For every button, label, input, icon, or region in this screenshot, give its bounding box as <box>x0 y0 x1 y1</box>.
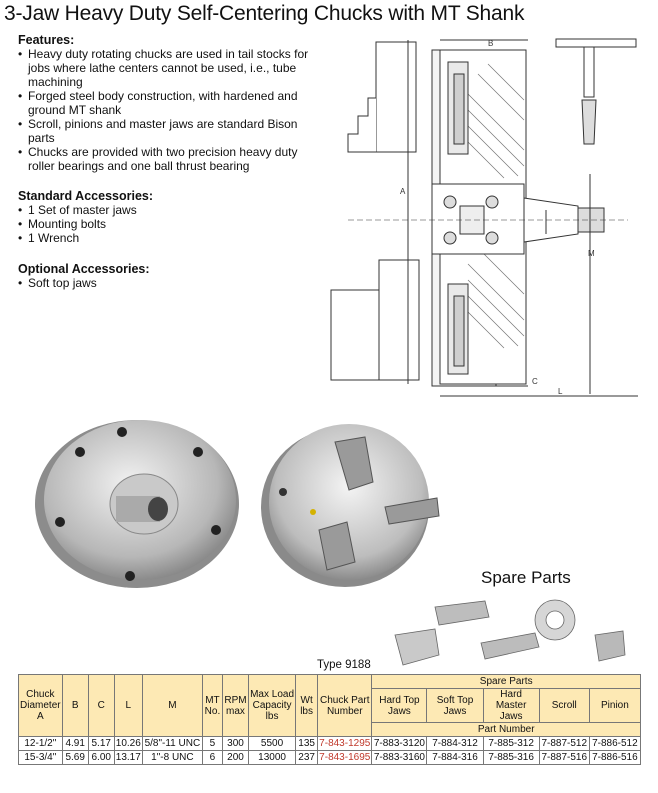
cell-mt-no: 6 <box>202 751 222 765</box>
cell-rpm: 300 <box>222 737 248 751</box>
technical-drawing <box>328 34 648 406</box>
cell-hard-master-jaws: 7-885-316 <box>483 751 539 765</box>
header-hard-top-jaws: Hard Top Jaws <box>372 689 427 723</box>
cell-hard-top-jaws: 7-883-3120 <box>373 738 425 749</box>
cell-chuck-part-number: 7-843-1295 <box>319 738 371 749</box>
list-item: • Mounting bolts <box>18 217 318 231</box>
dimension-label-a: A <box>400 187 406 196</box>
list-item: • 1 Set of master jaws <box>18 203 318 217</box>
cell-diameter: 15-3/4" <box>19 751 63 765</box>
dimension-label-b: B <box>488 39 494 48</box>
cell-l: 13.17 <box>115 752 141 763</box>
header-chuck-part-number: Chuck Part Number <box>318 675 372 737</box>
cell-c: 5.17 <box>88 737 114 751</box>
standard-accessories-list <box>18 203 318 245</box>
standard-accessories-heading: Standard Accessories: <box>18 189 154 203</box>
cell-diameter: 12-1/2" <box>19 737 63 751</box>
spare-parts-title: Spare Parts <box>481 568 571 587</box>
cell-hard-top-jaws: 7-883-3160 <box>373 752 425 763</box>
dimension-label-m: M <box>588 249 595 258</box>
list-item: • Forged steel body construction, with hardened and ground MT shank <box>18 89 318 117</box>
header-pinion: Pinion <box>589 689 640 723</box>
header-rpm-max: RPM max <box>222 675 248 737</box>
optional-accessories-section <box>18 262 318 290</box>
dimension-label-c: C <box>532 377 538 386</box>
header-max-load: Max Load Capacity lbs <box>249 675 296 737</box>
cell-m: 1"-8 UNC <box>142 751 202 765</box>
cell-b: 4.91 <box>62 737 88 751</box>
cell-mt-no: 5 <box>202 737 222 751</box>
header-chuck-diameter: Chuck Diameter A <box>19 675 63 737</box>
header-wt: Wt lbs <box>296 675 318 737</box>
spare-parts-photo <box>385 595 645 675</box>
cell-b: 5.69 <box>62 751 88 765</box>
cell-hard-master-jaws: 7-885-312 <box>483 737 539 751</box>
table-row <box>19 751 641 765</box>
table-row <box>19 737 641 751</box>
cell-rpm: 200 <box>222 751 248 765</box>
cell-m: 5/8"-11 UNC <box>142 737 202 751</box>
header-m: M <box>142 675 202 737</box>
specifications-table <box>18 674 641 765</box>
cell-max-load: 5500 <box>249 737 296 751</box>
cell-chuck-part-number: 7-843-1695 <box>319 752 371 763</box>
cell-soft-top-jaws: 7-884-312 <box>427 737 483 751</box>
type-label: Type 9188 <box>317 659 371 671</box>
list-item: • Chucks are provided with two precision heavy duty roller bearings and one ball thrust bearing <box>18 145 318 173</box>
features-section <box>18 33 318 173</box>
header-b: B <box>62 675 88 737</box>
cell-pinion: 7-886-516 <box>589 751 640 765</box>
chuck-front-photo <box>255 412 475 592</box>
cell-scroll: 7-887-516 <box>539 751 589 765</box>
cell-wt: 135 <box>296 737 318 751</box>
cell-soft-top-jaws: 7-884-316 <box>427 751 483 765</box>
cell-l: 10.26 <box>115 738 141 749</box>
page-title: 3-Jaw Heavy Duty Self-Centering Chucks with MT Shank <box>4 2 525 25</box>
header-mt-no: MT No. <box>202 675 222 737</box>
chuck-rear-photo <box>20 412 250 592</box>
header-part-number: Part Number <box>372 723 641 737</box>
list-item: • 1 Wrench <box>18 231 318 245</box>
cell-max-load: 13000 <box>249 751 296 765</box>
header-soft-top-jaws: Soft Top Jaws <box>427 689 483 723</box>
cell-c: 6.00 <box>88 751 114 765</box>
cell-scroll: 7-887-512 <box>539 737 589 751</box>
header-l: L <box>114 675 142 737</box>
cell-pinion: 7-886-512 <box>589 737 640 751</box>
features-heading: Features: <box>18 33 75 47</box>
optional-accessories-heading: Optional Accessories: <box>18 262 150 276</box>
header-hard-master-jaws: Hard Master Jaws <box>483 689 539 723</box>
header-c: C <box>88 675 114 737</box>
list-item: • Soft top jaws <box>18 276 318 290</box>
dimension-label-l: L <box>558 387 563 396</box>
list-item: • Heavy duty rotating chucks are used in tail stocks for jobs where lathe centers cannot be used, i.e., tube machining <box>18 47 318 89</box>
optional-accessories-list <box>18 276 318 290</box>
features-list <box>18 47 318 173</box>
header-spare-parts: Spare Parts <box>372 675 641 689</box>
standard-accessories-section <box>18 189 318 245</box>
cell-wt: 237 <box>296 751 318 765</box>
header-scroll: Scroll <box>539 689 589 723</box>
list-item: • Scroll, pinions and master jaws are standard Bison parts <box>18 117 318 145</box>
